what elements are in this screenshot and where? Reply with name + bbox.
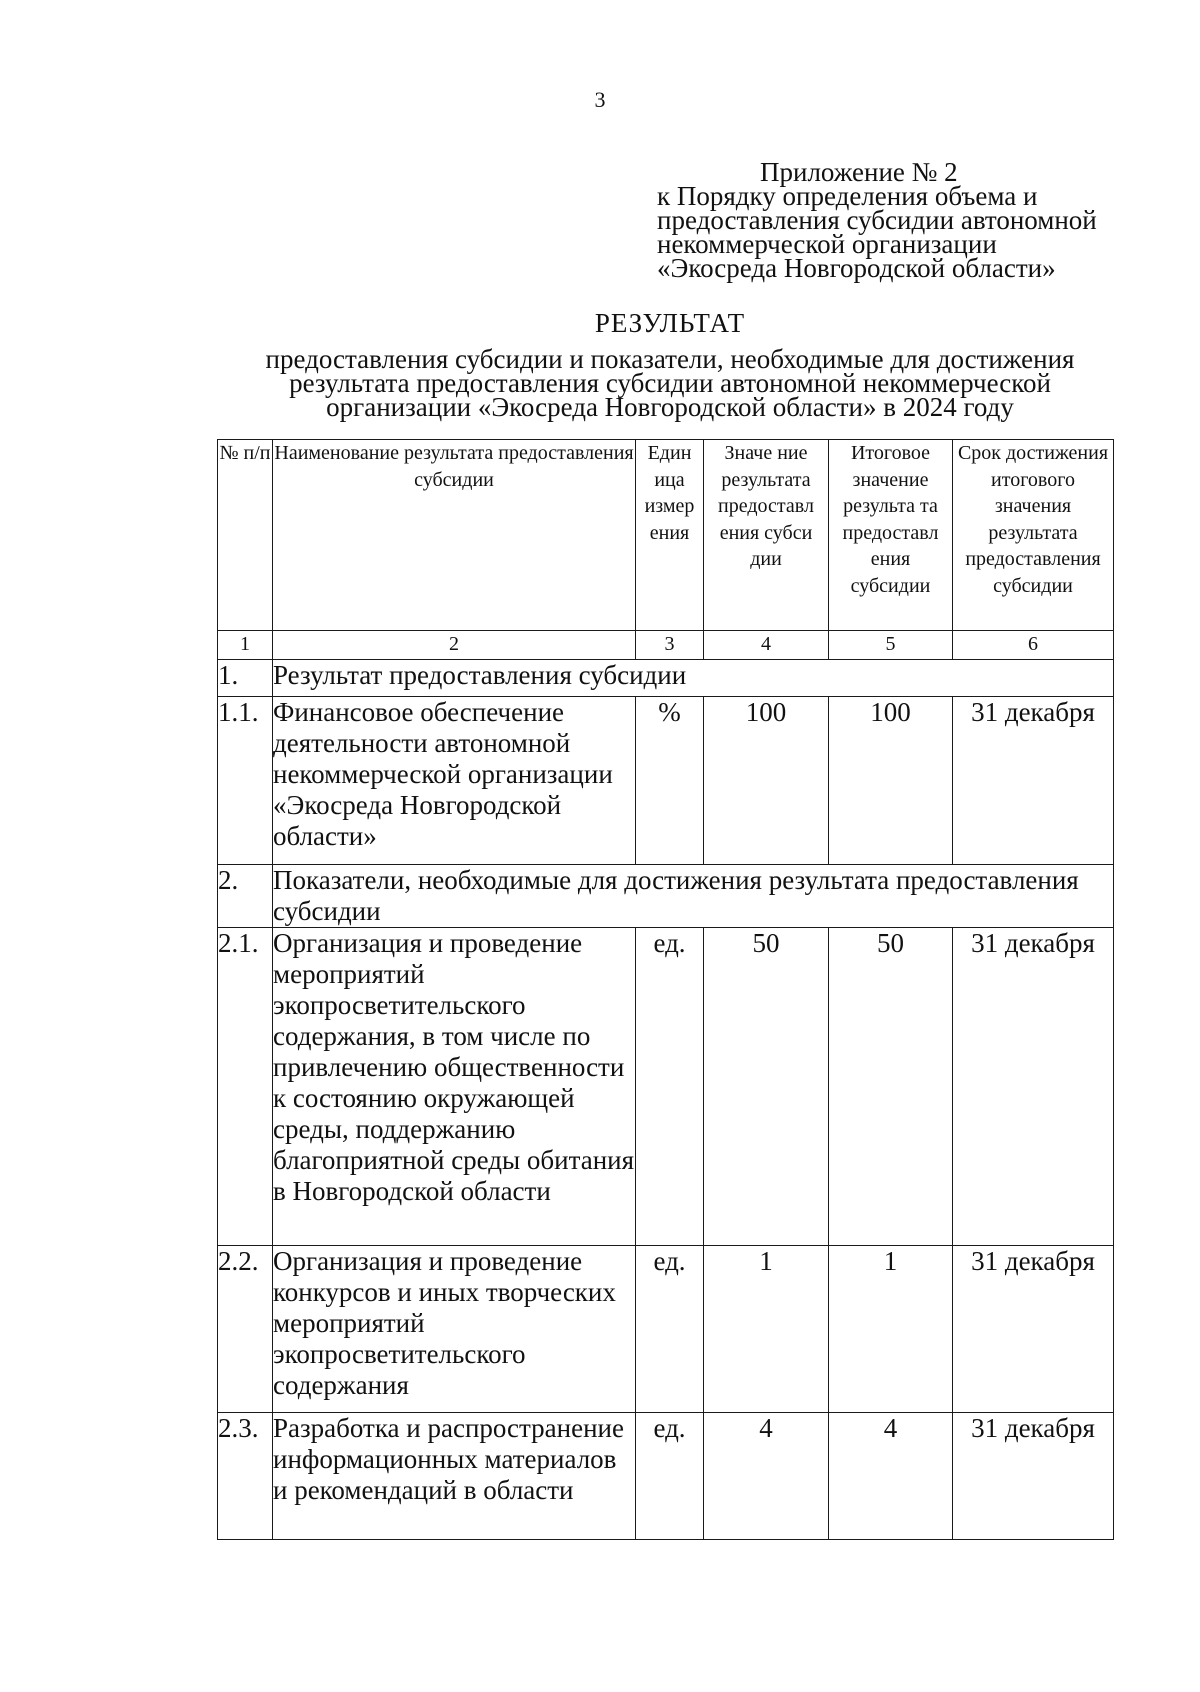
row-deadline: 31 декабря <box>953 928 1114 1246</box>
row-deadline: 31 декабря <box>953 697 1114 865</box>
column-number-row <box>218 631 1114 660</box>
row-number: 2.1. <box>218 928 273 1246</box>
page-number: 3 <box>594 87 606 112</box>
table-row <box>218 928 1114 1246</box>
row-number: 2.3. <box>218 1413 273 1540</box>
row-deadline: 31 декабря <box>953 1413 1114 1540</box>
subtitle-line: организации «Экосреда Новгородской области» в 2024 году <box>326 392 1014 422</box>
subtitle-line: предоставления субсидии и показатели, необходимые для достижения <box>265 344 1075 374</box>
row-name: Организация и проведение конкурсов и иных творческих мероприятий экопросветительского содержания <box>273 1246 636 1413</box>
row-name: Финансовое обеспечение деятельности автономной некоммерческой организации «Экосреда Новгородской области» <box>273 697 636 865</box>
subtitle-line: результата предоставления субсидии автономной некоммерческой <box>289 368 1051 398</box>
row-final-value: 4 <box>829 1413 953 1540</box>
row-deadline: 31 декабря <box>953 1246 1114 1413</box>
column-number: 2 <box>273 631 636 660</box>
column-number: 3 <box>636 631 704 660</box>
header-name: Наименование результата предоставления субсидии <box>273 440 636 631</box>
row-value: 50 <box>704 928 829 1246</box>
table-header-row <box>218 440 1114 631</box>
row-unit: ед. <box>636 1246 704 1413</box>
header-deadline: Срок достижения итогового значения результата предоставления субсидии <box>953 440 1114 631</box>
row-unit: ед. <box>636 1413 704 1540</box>
row-number: 2.2. <box>218 1246 273 1413</box>
row-final-value: 50 <box>829 928 953 1246</box>
row-name: Организация и проведение мероприятий экопросветительского содержания, в том числе по привлечению общественности к состоянию окружающей среды, поддержанию благоприятной среды обитания в Новгородской области <box>273 928 636 1246</box>
section-row <box>218 865 1114 928</box>
table-row <box>218 697 1114 865</box>
column-number: 4 <box>704 631 829 660</box>
row-number: 1.1. <box>218 697 273 865</box>
header-unit: Един ица измер ения <box>636 440 704 631</box>
appendix-line: «Экосреда Новгородской области» <box>657 253 1056 283</box>
table-row <box>218 1413 1114 1540</box>
section-title: Показатели, необходимые для достижения результата предоставления субсидии <box>273 865 1114 928</box>
column-number: 5 <box>829 631 953 660</box>
appendix-block <box>657 157 1127 283</box>
section-number: 2. <box>218 865 273 928</box>
appendix-line: к Порядку определения объема и <box>657 181 1038 211</box>
row-value: 100 <box>704 697 829 865</box>
row-unit: ед. <box>636 928 704 1246</box>
document-title: РЕЗУЛЬТАТ <box>594 308 746 338</box>
appendix-title: Приложение № 2 <box>760 157 958 187</box>
appendix-line: некоммерческой организации <box>657 229 997 259</box>
section-title: Результат предоставления субсидии <box>273 660 1114 697</box>
column-number: 1 <box>218 631 273 660</box>
row-final-value: 1 <box>829 1246 953 1413</box>
row-value: 1 <box>704 1246 829 1413</box>
header-value: Значе ние результата предоставл ения субси дии <box>704 440 829 631</box>
row-name: Разработка и распространение информационных материалов и рекомендаций в области <box>273 1413 636 1540</box>
header-final-value: Итоговое значение результа та предоставл ения субсидии <box>829 440 953 631</box>
section-number: 1. <box>218 660 273 697</box>
document-subtitle <box>150 344 1190 422</box>
result-table <box>217 439 1114 1540</box>
row-value: 4 <box>704 1413 829 1540</box>
column-number: 6 <box>953 631 1114 660</box>
row-unit: % <box>636 697 704 865</box>
header-number: № п/п <box>218 440 273 631</box>
section-row <box>218 660 1114 697</box>
appendix-line: предоставления субсидии автономной <box>657 205 1097 235</box>
table-row <box>218 1246 1114 1413</box>
row-final-value: 100 <box>829 697 953 865</box>
